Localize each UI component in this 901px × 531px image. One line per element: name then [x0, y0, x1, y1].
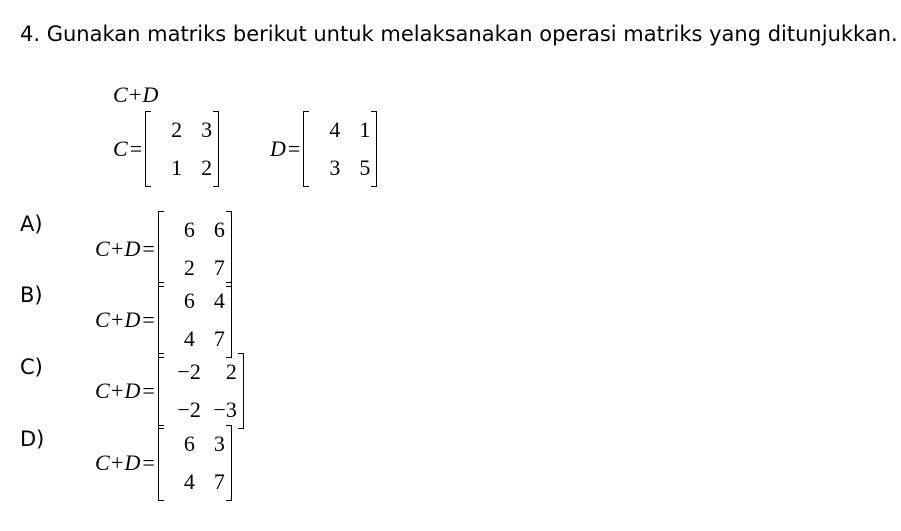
- matrix-c-definition: [113, 111, 219, 187]
- matrix-cell: −2: [177, 359, 201, 384]
- operation-expression: C+D: [113, 82, 159, 107]
- matrix-d: [303, 111, 377, 187]
- option-d-matrix: [158, 425, 232, 501]
- matrix-cell: 7: [213, 469, 225, 494]
- matrix-cell: 1: [359, 117, 371, 142]
- matrix-cell: 2: [183, 255, 195, 280]
- option-c-matrix: [158, 353, 244, 429]
- matrix-c: [145, 111, 219, 187]
- matrix-d-definition: [270, 111, 377, 187]
- matrix-d-name: D: [270, 136, 286, 161]
- option-b-letter: B): [20, 283, 43, 307]
- matrix-cell: 6: [183, 217, 195, 242]
- option-a-answer[interactable]: [95, 211, 232, 287]
- matrix-row: [310, 149, 370, 187]
- matrix-cell: 2: [201, 155, 213, 180]
- matrix-cell: 4: [183, 326, 195, 351]
- option-d-letter: D): [20, 427, 45, 451]
- matrix-cell: 4: [329, 117, 341, 142]
- matrix-cell: 4: [213, 288, 225, 313]
- equals-sign: =: [142, 378, 155, 403]
- option-lhs: C+D: [95, 307, 141, 332]
- matrix-row: [165, 353, 237, 391]
- matrix-row: [165, 282, 225, 320]
- matrix-cell: 3: [329, 155, 341, 180]
- matrix-cell: 2: [225, 359, 237, 384]
- option-b-answer[interactable]: [95, 282, 232, 358]
- matrix-row: [165, 425, 225, 463]
- equals-sign: =: [142, 307, 155, 332]
- matrix-row: [165, 463, 225, 501]
- option-lhs: C+D: [95, 236, 141, 261]
- matrix-row: [152, 111, 212, 149]
- matrix-cell: 6: [183, 431, 195, 456]
- matrix-row: [165, 391, 237, 429]
- matrix-cell: 5: [359, 155, 371, 180]
- option-c-letter: C): [20, 355, 43, 379]
- matrix-cell: 7: [213, 255, 225, 280]
- equals-sign: =: [129, 136, 143, 161]
- matrix-cell: −2: [177, 397, 201, 422]
- matrix-cell: 1: [171, 155, 183, 180]
- matrix-cell: 2: [171, 117, 183, 142]
- matrix-cell: 7: [213, 326, 225, 351]
- matrix-cell: −3: [213, 397, 237, 422]
- option-lhs: C+D: [95, 378, 141, 403]
- matrix-cell: 3: [201, 117, 213, 142]
- option-c-answer[interactable]: [95, 353, 244, 429]
- option-lhs: C+D: [95, 450, 141, 475]
- matrix-row: [165, 211, 225, 249]
- option-d-answer[interactable]: [95, 425, 232, 501]
- option-a-matrix: [158, 211, 232, 287]
- matrix-cell: 6: [183, 288, 195, 313]
- matrix-cell: 3: [213, 431, 225, 456]
- matrix-row: [152, 149, 212, 187]
- option-a-letter: A): [20, 212, 43, 236]
- equals-sign: =: [142, 450, 155, 475]
- matrix-cell: 6: [213, 217, 225, 242]
- option-b-matrix: [158, 282, 232, 358]
- equals-sign: =: [287, 136, 301, 161]
- matrix-c-name: C: [113, 136, 128, 161]
- question-text: 4. Gunakan matriks berikut untuk melaksanakan operasi matriks yang ditunjukkan.: [20, 22, 898, 46]
- equals-sign: =: [142, 236, 155, 261]
- matrix-cell: 4: [183, 469, 195, 494]
- matrix-row: [310, 111, 370, 149]
